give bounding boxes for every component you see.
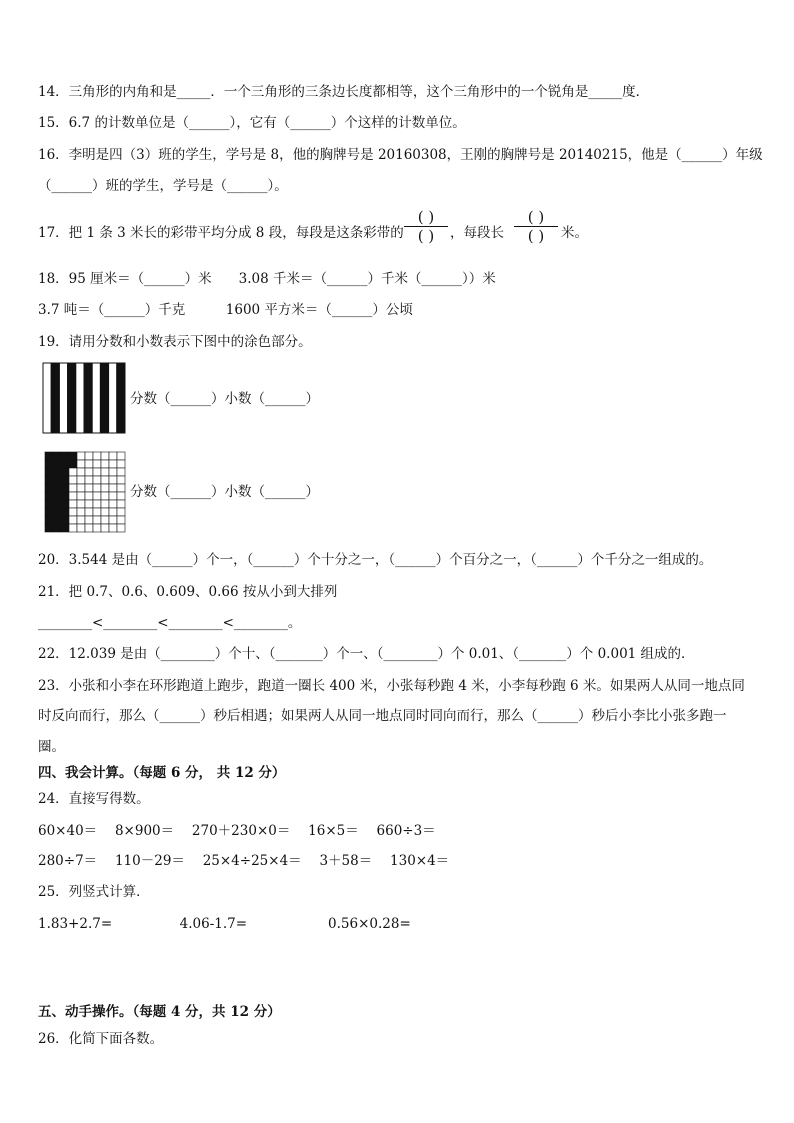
question-23-line2: 时反向而行，那么（______）秒后相遇；如果两人从同一地点同时同向而行，那么（______）秒后小李比小张多跑一 — [38, 708, 727, 724]
empty-cell — [69, 524, 77, 532]
empty-cell — [93, 516, 101, 524]
shaded-cell — [53, 452, 61, 460]
shaded-cell — [45, 500, 53, 508]
fraction-blank-1 — [404, 209, 448, 244]
shaded-stripe — [100, 363, 108, 433]
empty-cell — [77, 508, 85, 516]
question-24: 24．直接写得数。 — [38, 791, 150, 807]
empty-cell — [77, 484, 85, 492]
question-19: 19．请用分数和小数表示下图中的涂色部分。 — [38, 334, 312, 350]
empty-cell — [93, 468, 101, 476]
shaded-stripe — [51, 363, 59, 433]
empty-cell — [101, 508, 109, 516]
shaded-cell — [45, 492, 53, 500]
empty-cell — [109, 460, 117, 468]
question-16-line1: 16．李明是四（3）班的学生，学号是 8，他的胸牌号是 20160308，王刚的胸牌号是 20140215，他是（______）年级 — [38, 147, 763, 163]
shaded-cell — [61, 524, 69, 532]
empty-cell — [117, 476, 125, 484]
empty-cell — [109, 508, 117, 516]
empty-cell — [109, 524, 117, 532]
question-24-row1: 60×40＝ 8×900＝ 270＋230×0＝ 16×5＝ 660÷3＝ — [38, 823, 436, 839]
empty-cell — [93, 524, 101, 532]
empty-cell — [69, 508, 77, 516]
empty-cell — [109, 516, 117, 524]
empty-cell — [109, 452, 117, 460]
empty-cell — [77, 516, 85, 524]
empty-stripe — [59, 363, 67, 433]
question-16-line2: （______）班的学生，学号是（______）。 — [38, 178, 288, 194]
empty-cell — [109, 500, 117, 508]
empty-cell — [101, 468, 109, 476]
question-21-line2: ________<________<________<________。 — [38, 615, 302, 631]
empty-cell — [117, 516, 125, 524]
empty-cell — [85, 524, 93, 532]
shaded-cell — [61, 508, 69, 516]
empty-cell — [109, 468, 117, 476]
shaded-cell — [61, 468, 69, 476]
empty-cell — [117, 492, 125, 500]
shaded-cell — [53, 516, 61, 524]
shaded-cell — [45, 476, 53, 484]
empty-cell — [93, 500, 101, 508]
shaded-cell — [45, 524, 53, 532]
question-23-line1: 23．小张和小李在环形跑道上跑步，跑道一圈长 400 米，小张每秒跑 4 米，小李每秒跑 6 米。如果两人从同一地点同 — [38, 678, 745, 694]
shaded-cell — [53, 524, 61, 532]
shaded-cell — [45, 484, 53, 492]
empty-cell — [77, 476, 85, 484]
empty-stripe — [43, 363, 51, 433]
shaded-cell — [45, 516, 53, 524]
empty-cell — [101, 500, 109, 508]
empty-cell — [117, 460, 125, 468]
empty-cell — [69, 516, 77, 524]
shaded-cell — [61, 500, 69, 508]
question-25-row: 1.83+2.7= 4.06-1.7= 0.56×0.28= — [38, 916, 411, 932]
empty-cell — [117, 468, 125, 476]
empty-cell — [85, 452, 93, 460]
fraction-numerator: ( ) — [417, 208, 435, 226]
empty-cell — [101, 516, 109, 524]
question-24-row2: 280÷7＝ 110－29＝ 25×4÷25×4＝ 3＋58＝ 130×4＝ — [38, 853, 450, 869]
empty-cell — [77, 460, 85, 468]
empty-cell — [77, 500, 85, 508]
empty-cell — [101, 460, 109, 468]
empty-cell — [93, 484, 101, 492]
empty-cell — [101, 452, 109, 460]
shaded-cell — [61, 476, 69, 484]
shaded-cell — [53, 468, 61, 476]
empty-cell — [85, 484, 93, 492]
shaded-cell — [53, 500, 61, 508]
empty-cell — [93, 460, 101, 468]
empty-cell — [101, 484, 109, 492]
shaded-cell — [61, 492, 69, 500]
empty-cell — [93, 476, 101, 484]
striped-rectangle-figure — [42, 362, 126, 434]
section-5-heading: 五、动手操作。（每题 4 分，共 12 分） — [38, 1004, 281, 1020]
question-19-figure2-answer: 分数（______）小数（______） — [130, 484, 319, 500]
empty-stripe — [76, 363, 84, 433]
shaded-stripe — [68, 363, 76, 433]
shaded-cell — [69, 460, 77, 468]
shaded-cell — [45, 468, 53, 476]
empty-cell — [85, 468, 93, 476]
empty-cell — [69, 468, 77, 476]
shaded-cell — [53, 508, 61, 516]
shaded-cell — [61, 460, 69, 468]
shaded-cell — [45, 508, 53, 516]
empty-cell — [117, 524, 125, 532]
shaded-cell — [45, 452, 53, 460]
empty-cell — [69, 484, 77, 492]
empty-cell — [117, 508, 125, 516]
shaded-cell — [61, 484, 69, 492]
empty-cell — [117, 484, 125, 492]
empty-cell — [93, 492, 101, 500]
empty-cell — [85, 492, 93, 500]
empty-cell — [77, 492, 85, 500]
empty-cell — [93, 452, 101, 460]
shaded-cell — [53, 492, 61, 500]
empty-cell — [69, 476, 77, 484]
fraction-denominator: ( ) — [417, 227, 435, 245]
shaded-cell — [61, 516, 69, 524]
fraction-blank-2 — [514, 209, 558, 244]
empty-cell — [117, 500, 125, 508]
empty-cell — [69, 492, 77, 500]
empty-cell — [85, 460, 93, 468]
empty-cell — [77, 468, 85, 476]
shaded-cell — [53, 460, 61, 468]
fraction-denominator: ( ) — [527, 227, 545, 245]
shaded-cell — [69, 452, 77, 460]
empty-cell — [93, 508, 101, 516]
question-23-line3: 圈。 — [38, 739, 65, 755]
empty-cell — [101, 524, 109, 532]
empty-cell — [101, 492, 109, 500]
empty-cell — [109, 476, 117, 484]
question-18-line2: 3.7 吨＝（______）千克 1600 平方米＝（______）公顷 — [38, 302, 413, 318]
empty-cell — [109, 492, 117, 500]
shaded-cell — [61, 452, 69, 460]
question-14: 14．三角形的内角和是_____．一个三角形的三条边长度都相等，这个三角形中的一个锐角是_____度． — [38, 84, 650, 100]
question-17-part2: ，每段长 — [450, 225, 504, 241]
empty-cell — [101, 476, 109, 484]
empty-cell — [85, 500, 93, 508]
question-18-line1: 18．95 厘米＝（______）米 3.08 千米＝（______）千米（______））米 — [38, 271, 496, 287]
shaded-cell — [45, 460, 53, 468]
question-21-line1: 21．把 0.7、0.6、0.609、0.66 按从小到大排列 — [38, 584, 338, 600]
question-15: 15．6.7 的计数单位是（______），它有（______）个这样的计数单位。 — [38, 115, 466, 131]
shaded-stripe — [117, 363, 125, 433]
section-4-heading: 四、我会计算。（每题 6 分， 共 12 分） — [38, 765, 286, 781]
empty-stripe — [92, 363, 100, 433]
empty-cell — [85, 476, 93, 484]
empty-cell — [117, 452, 125, 460]
question-17-part3: 米。 — [561, 225, 588, 241]
shaded-cell — [53, 484, 61, 492]
shaded-cell — [53, 476, 61, 484]
empty-cell — [85, 508, 93, 516]
question-20: 20．3.544 是由（______）个一，（______）个十分之一，（______）个百分之一，（______）个千分之一组成的。 — [38, 552, 713, 568]
empty-stripe — [109, 363, 117, 433]
empty-cell — [85, 516, 93, 524]
fraction-numerator: ( ) — [527, 208, 545, 226]
question-26: 26．化简下面各数。 — [38, 1031, 164, 1047]
question-19-figure1-answer: 分数（______）小数（______） — [130, 391, 319, 407]
empty-cell — [77, 524, 85, 532]
question-17-part1: 17．把 1 条 3 米长的彩带平均分成 8 段，每段是这条彩带的 — [38, 225, 404, 241]
empty-cell — [109, 484, 117, 492]
question-25: 25．列竖式计算． — [38, 884, 150, 900]
grid-figure — [44, 451, 126, 533]
question-22: 22．12.039 是由（________）个十、（_______）个一、（________）个 0.01、（_______）个 0.001 组成的． — [38, 646, 695, 662]
empty-cell — [69, 500, 77, 508]
shaded-stripe — [84, 363, 92, 433]
empty-cell — [77, 452, 85, 460]
